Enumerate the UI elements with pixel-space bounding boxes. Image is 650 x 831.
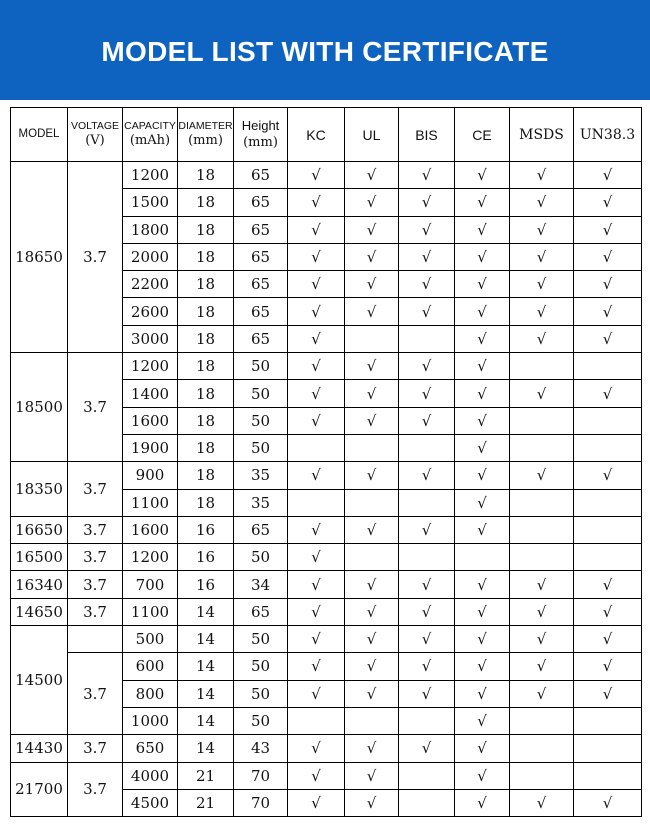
bis-cell: √: [399, 407, 455, 434]
capacity-cell: 650: [123, 735, 178, 762]
un383-cell: √: [574, 626, 642, 653]
ul-cell: √: [345, 462, 399, 489]
ul-cell: √: [345, 626, 399, 653]
table-row: [11, 162, 642, 189]
msds-cell: [510, 407, 574, 434]
voltage-cell: 3.7: [68, 353, 123, 462]
msds-cell: [510, 489, 574, 516]
height-cell: 50: [234, 544, 288, 571]
ul-cell: √: [345, 243, 399, 270]
ul-cell: √: [345, 407, 399, 434]
height-cell: 35: [234, 462, 288, 489]
kc-cell: √: [288, 762, 345, 789]
capacity-cell: 1200: [123, 544, 178, 571]
kc-cell: √: [288, 626, 345, 653]
un383-cell: [574, 707, 642, 734]
bis-cell: √: [399, 516, 455, 543]
ul-cell: [345, 434, 399, 461]
kc-cell: √: [288, 243, 345, 270]
capacity-cell: 2600: [123, 298, 178, 325]
ce-cell: √: [455, 598, 510, 625]
ul-cell: √: [345, 380, 399, 407]
ul-cell: √: [345, 762, 399, 789]
capacity-cell: 800: [123, 680, 178, 707]
height-cell: 50: [234, 353, 288, 380]
un383-cell: [574, 489, 642, 516]
un383-cell: √: [574, 789, 642, 816]
ul-cell: √: [345, 353, 399, 380]
header-row: [11, 108, 642, 162]
height-cell: 70: [234, 762, 288, 789]
diameter-cell: 18: [178, 189, 234, 216]
capacity-cell: 3000: [123, 325, 178, 352]
table-row: [11, 762, 642, 789]
un383-cell: [574, 516, 642, 543]
msds-cell: √: [510, 380, 574, 407]
capacity-cell: 500: [123, 626, 178, 653]
height-cell: 43: [234, 735, 288, 762]
kc-cell: √: [288, 325, 345, 352]
un383-cell: √: [574, 598, 642, 625]
page-title: MODEL LIST WITH CERTIFICATE: [101, 36, 549, 67]
bis-cell: [399, 434, 455, 461]
height-cell: 65: [234, 216, 288, 243]
height-cell: 50: [234, 380, 288, 407]
un383-cell: [574, 407, 642, 434]
un383-cell: √: [574, 162, 642, 189]
bis-cell: √: [399, 162, 455, 189]
diameter-cell: 18: [178, 162, 234, 189]
un383-cell: √: [574, 571, 642, 598]
msds-cell: [510, 353, 574, 380]
msds-cell: √: [510, 216, 574, 243]
msds-cell: [510, 707, 574, 734]
capacity-cell: 1200: [123, 162, 178, 189]
ul-cell: √: [345, 516, 399, 543]
msds-cell: [510, 762, 574, 789]
height-cell: 65: [234, 298, 288, 325]
kc-cell: √: [288, 680, 345, 707]
bis-cell: √: [399, 216, 455, 243]
ce-cell: √: [455, 353, 510, 380]
ce-cell: √: [455, 271, 510, 298]
height-cell: 50: [234, 653, 288, 680]
ce-cell: √: [455, 516, 510, 543]
kc-cell: √: [288, 298, 345, 325]
ul-cell: √: [345, 571, 399, 598]
capacity-cell: 1000: [123, 707, 178, 734]
capacity-cell: 700: [123, 571, 178, 598]
height-cell: 50: [234, 626, 288, 653]
bis-cell: √: [399, 189, 455, 216]
diameter-cell: 14: [178, 680, 234, 707]
voltage-cell: 3.7: [68, 462, 123, 517]
voltage-cell: 3.7: [68, 571, 123, 598]
ul-cell: √: [345, 216, 399, 243]
kc-cell: √: [288, 516, 345, 543]
kc-cell: √: [288, 271, 345, 298]
un383-cell: √: [574, 243, 642, 270]
table-row: [11, 735, 642, 762]
bis-cell: √: [399, 735, 455, 762]
capacity-cell: 2000: [123, 243, 178, 270]
capacity-cell: 1400: [123, 380, 178, 407]
bis-cell: √: [399, 653, 455, 680]
msds-cell: √: [510, 680, 574, 707]
height-cell: 65: [234, 325, 288, 352]
header-model: MODEL: [11, 108, 68, 162]
header-bis: BIS: [399, 108, 455, 162]
diameter-cell: 18: [178, 243, 234, 270]
model-cell: 18650: [11, 162, 68, 353]
header-kc: KC: [288, 108, 345, 162]
ul-cell: [345, 489, 399, 516]
voltage-cell: 3.7: [68, 162, 123, 353]
capacity-cell: 1100: [123, 598, 178, 625]
msds-cell: √: [510, 598, 574, 625]
model-cell: 21700: [11, 762, 68, 817]
bis-cell: √: [399, 353, 455, 380]
diameter-cell: 14: [178, 653, 234, 680]
header-voltage: VOLTAGE (V): [68, 108, 123, 162]
msds-cell: √: [510, 325, 574, 352]
ul-cell: √: [345, 271, 399, 298]
kc-cell: √: [288, 216, 345, 243]
bis-cell: [399, 544, 455, 571]
ul-cell: √: [345, 653, 399, 680]
ul-cell: √: [345, 298, 399, 325]
header-capacity: CAPACITY (mAh): [123, 108, 178, 162]
bis-cell: √: [399, 243, 455, 270]
model-cell: 14500: [11, 626, 68, 735]
un383-cell: √: [574, 462, 642, 489]
kc-cell: √: [288, 353, 345, 380]
model-cell: 16500: [11, 544, 68, 571]
header-un383: UN38.3: [574, 108, 642, 162]
bis-cell: [399, 489, 455, 516]
msds-cell: √: [510, 626, 574, 653]
voltage-cell: 3.7: [68, 516, 123, 543]
voltage-cell: 3.7: [68, 762, 123, 817]
un383-cell: √: [574, 271, 642, 298]
capacity-cell: 4500: [123, 789, 178, 816]
msds-cell: √: [510, 789, 574, 816]
msds-cell: √: [510, 571, 574, 598]
kc-cell: √: [288, 653, 345, 680]
bis-cell: [399, 789, 455, 816]
table-row: [11, 516, 642, 543]
ul-cell: [345, 544, 399, 571]
un383-cell: [574, 353, 642, 380]
kc-cell: √: [288, 735, 345, 762]
height-cell: 34: [234, 571, 288, 598]
voltage-cell: 3.7: [68, 544, 123, 571]
ce-cell: √: [455, 762, 510, 789]
un383-cell: [574, 762, 642, 789]
bis-cell: √: [399, 680, 455, 707]
ce-cell: √: [455, 735, 510, 762]
un383-cell: [574, 544, 642, 571]
height-cell: 50: [234, 407, 288, 434]
bis-cell: √: [399, 571, 455, 598]
kc-cell: √: [288, 407, 345, 434]
bis-cell: [399, 762, 455, 789]
un383-cell: √: [574, 216, 642, 243]
msds-cell: √: [510, 462, 574, 489]
ce-cell: √: [455, 489, 510, 516]
msds-cell: √: [510, 653, 574, 680]
height-cell: 35: [234, 489, 288, 516]
msds-cell: [510, 544, 574, 571]
diameter-cell: 18: [178, 434, 234, 461]
model-cell: 18500: [11, 353, 68, 462]
msds-cell: √: [510, 162, 574, 189]
kc-cell: √: [288, 598, 345, 625]
height-cell: 50: [234, 707, 288, 734]
kc-cell: √: [288, 380, 345, 407]
table-row: [11, 571, 642, 598]
ce-cell: √: [455, 325, 510, 352]
height-cell: 65: [234, 162, 288, 189]
height-cell: 65: [234, 516, 288, 543]
ul-cell: √: [345, 735, 399, 762]
header-ce: CE: [455, 108, 510, 162]
diameter-cell: 18: [178, 216, 234, 243]
msds-cell: √: [510, 298, 574, 325]
bis-cell: √: [399, 271, 455, 298]
bis-cell: √: [399, 380, 455, 407]
diameter-cell: 14: [178, 626, 234, 653]
model-cell: 16650: [11, 516, 68, 543]
ul-cell: √: [345, 189, 399, 216]
header-ul: UL: [345, 108, 399, 162]
ce-cell: √: [455, 626, 510, 653]
table-row: [11, 653, 642, 680]
table-row: [11, 598, 642, 625]
table-row: [11, 544, 642, 571]
model-cell: 14650: [11, 598, 68, 625]
ce-cell: [455, 544, 510, 571]
ce-cell: √: [455, 162, 510, 189]
bis-cell: [399, 707, 455, 734]
capacity-cell: 600: [123, 653, 178, 680]
diameter-cell: 18: [178, 298, 234, 325]
capacity-cell: 900: [123, 462, 178, 489]
height-cell: 50: [234, 680, 288, 707]
kc-cell: √: [288, 789, 345, 816]
diameter-cell: 14: [178, 735, 234, 762]
voltage-cell: 3.7: [68, 735, 123, 762]
model-cell: 18350: [11, 462, 68, 517]
msds-cell: √: [510, 189, 574, 216]
msds-cell: [510, 434, 574, 461]
ce-cell: √: [455, 434, 510, 461]
diameter-cell: 16: [178, 516, 234, 543]
msds-cell: [510, 516, 574, 543]
ul-cell: √: [345, 162, 399, 189]
ul-cell: √: [345, 598, 399, 625]
height-cell: 65: [234, 243, 288, 270]
ce-cell: √: [455, 380, 510, 407]
table-row: [11, 626, 642, 653]
kc-cell: √: [288, 462, 345, 489]
diameter-cell: 14: [178, 598, 234, 625]
un383-cell: √: [574, 653, 642, 680]
height-cell: 70: [234, 789, 288, 816]
diameter-cell: 18: [178, 271, 234, 298]
un383-cell: [574, 434, 642, 461]
un383-cell: √: [574, 298, 642, 325]
diameter-cell: 18: [178, 325, 234, 352]
ce-cell: √: [455, 789, 510, 816]
capacity-cell: 1900: [123, 434, 178, 461]
kc-cell: [288, 489, 345, 516]
voltage-cell: 3.7: [68, 653, 123, 735]
msds-cell: √: [510, 271, 574, 298]
bis-cell: √: [399, 462, 455, 489]
table-row: [11, 353, 642, 380]
diameter-cell: 14: [178, 707, 234, 734]
diameter-cell: 18: [178, 407, 234, 434]
msds-cell: [510, 735, 574, 762]
capacity-cell: 1500: [123, 189, 178, 216]
model-certificate-table: [10, 107, 642, 817]
capacity-cell: 1600: [123, 516, 178, 543]
kc-cell: √: [288, 544, 345, 571]
kc-cell: √: [288, 162, 345, 189]
diameter-cell: 16: [178, 544, 234, 571]
diameter-cell: 18: [178, 462, 234, 489]
capacity-cell: 1100: [123, 489, 178, 516]
ce-cell: √: [455, 707, 510, 734]
diameter-cell: 18: [178, 353, 234, 380]
table-row: [11, 462, 642, 489]
bis-cell: √: [399, 298, 455, 325]
un383-cell: √: [574, 680, 642, 707]
ce-cell: √: [455, 189, 510, 216]
header-height: Height (mm): [234, 108, 288, 162]
un383-cell: √: [574, 325, 642, 352]
un383-cell: √: [574, 189, 642, 216]
height-cell: 50: [234, 434, 288, 461]
ul-cell: √: [345, 789, 399, 816]
bis-cell: [399, 325, 455, 352]
kc-cell: [288, 707, 345, 734]
capacity-cell: 1800: [123, 216, 178, 243]
bis-cell: √: [399, 598, 455, 625]
un383-cell: [574, 735, 642, 762]
capacity-cell: 1600: [123, 407, 178, 434]
ce-cell: √: [455, 462, 510, 489]
diameter-cell: 21: [178, 762, 234, 789]
ul-cell: [345, 707, 399, 734]
capacity-cell: 4000: [123, 762, 178, 789]
ul-cell: [345, 325, 399, 352]
header-banner: [0, 0, 650, 100]
height-cell: 65: [234, 189, 288, 216]
ul-cell: √: [345, 680, 399, 707]
bis-cell: √: [399, 626, 455, 653]
height-cell: 65: [234, 271, 288, 298]
un383-cell: √: [574, 380, 642, 407]
kc-cell: √: [288, 571, 345, 598]
model-cell: 14430: [11, 735, 68, 762]
kc-cell: [288, 434, 345, 461]
header-diameter: DIAMETER (mm): [178, 108, 234, 162]
capacity-cell: 2200: [123, 271, 178, 298]
diameter-cell: 18: [178, 380, 234, 407]
ce-cell: √: [455, 243, 510, 270]
msds-cell: √: [510, 243, 574, 270]
height-cell: 65: [234, 598, 288, 625]
ce-cell: √: [455, 298, 510, 325]
header-msds: MSDS: [510, 108, 574, 162]
ce-cell: √: [455, 407, 510, 434]
kc-cell: √: [288, 189, 345, 216]
ce-cell: √: [455, 216, 510, 243]
capacity-cell: 1200: [123, 353, 178, 380]
voltage-cell: [68, 626, 123, 653]
diameter-cell: 16: [178, 571, 234, 598]
diameter-cell: 21: [178, 789, 234, 816]
ce-cell: √: [455, 571, 510, 598]
model-cell: 16340: [11, 571, 68, 598]
voltage-cell: 3.7: [68, 598, 123, 625]
table-body: [11, 162, 642, 817]
diameter-cell: 18: [178, 489, 234, 516]
ce-cell: √: [455, 653, 510, 680]
ce-cell: √: [455, 680, 510, 707]
